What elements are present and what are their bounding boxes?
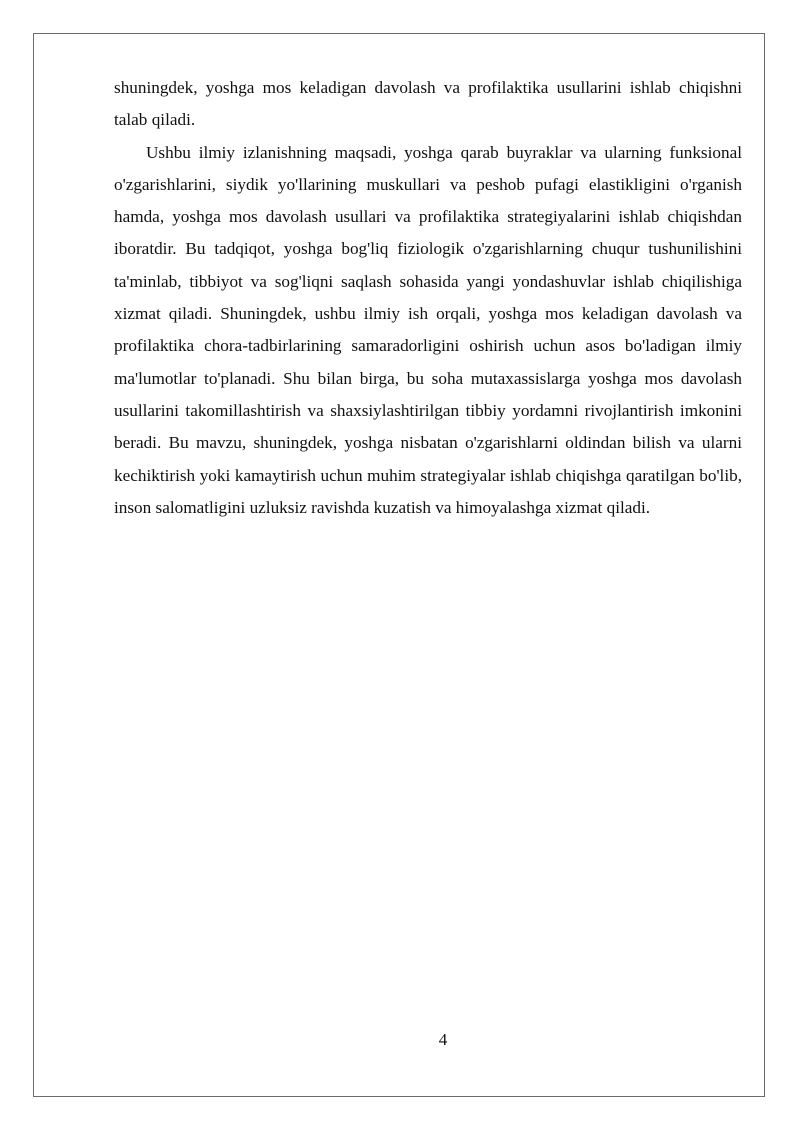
paragraph-continuation: shuningdek, yoshga mos keladigan davolash va profilaktika usullarini ishlab chiqishni talab qiladi. [114, 78, 742, 130]
document-body [114, 72, 742, 524]
paragraph-purpose: Ushbu ilmiy izlanishning maqsadi, yoshga qarab buyraklar va ularning funksional o'zgarishlarini, siydik yo'llarining muskullari va peshob pufagi elastikligini o'rganish hamda, yoshga mos davolash usullari va profilaktika strategiyalarini ishlab chiqishdan iboratdir. Bu tadqiqot, yoshga bog'liq fiziologik o'zgarishlarning chuqur tushunilishini ta'minlab, tibbiyot va sog'liqni saqlash sohasida yangi yondashuvlar ishlab chiqilishiga xizmat qiladi. Shuningdek, ushbu ilmiy ish orqali, yoshga mos keladigan davolash va profilaktika chora-tadbirlarining samaradorligini oshirish uchun asos bo'ladigan ilmiy ma'lumotlar to'planadi. Shu bilan birga, bu soha mutaxassislarga yoshga mos davolash usullarini takomillashtirish va shaxsiylashtirilgan tibbiy yordamni rivojlantirish imkonini beradi. Bu mavzu, shuningdek, yoshga nisbatan o'zgarishlarni oldindan bilish va ularni kechiktirish yoki kamaytirish uchun muhim strategiyalar ishlab chiqishga qaratilgan bo'lib, inson salomatligini uzluksiz ravishda kuzatish va himoyalashga xizmat qiladi. [114, 142, 742, 517]
page-number: 4 [438, 1030, 448, 1049]
